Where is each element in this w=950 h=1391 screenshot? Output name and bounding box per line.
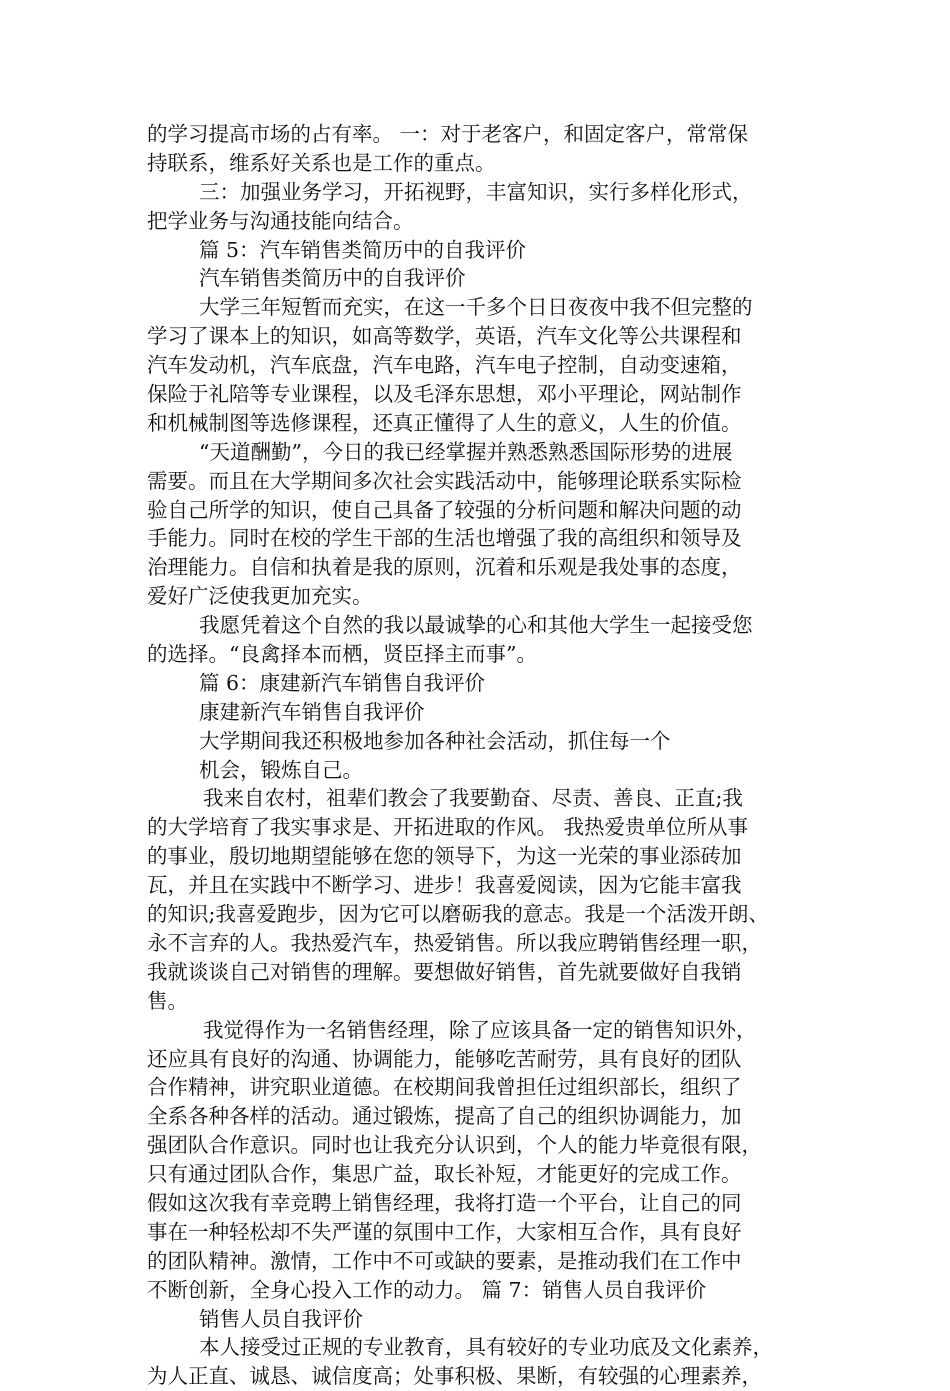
text-line: 爱好广泛使我更加充实。: [147, 584, 373, 609]
text-line: 和机械制图等选修课程，还真正懂得了人生的意义，人生的价值。: [147, 410, 742, 435]
text-line: 我愿凭着这个自然的我以最诚挚的心和其他大学生一起接受您: [199, 613, 753, 638]
section-subheading: 销售人员自我评价: [199, 1306, 363, 1331]
text-line: 本人接受过正规的专业教育，具有较好的专业功底及文化素养，: [199, 1335, 773, 1360]
text-line: 合作精神，讲究职业道德。在校期间我曾担任过组织部长，组织了: [147, 1075, 742, 1100]
text-line: 为人正直、诚恳、诚信度高；处事积极、果断，有较强的心理素养，: [147, 1364, 762, 1389]
text-line: 强团队合作意识。同时也让我充分认识到，个人的能力毕竟很有限，: [147, 1133, 762, 1158]
text-line: 机会，锻炼自己。: [199, 757, 363, 782]
text-line: 三：加强业务学习，开拓视野，丰富知识，实行多样化形式，: [199, 179, 753, 204]
text-line: 不断创新，全身心投入工作的动力。 篇 7：销售人员自我评价: [147, 1277, 707, 1302]
text-line: 永不言弃的人。我热爱汽车，热爱销售。所以我应聘销售经理一职，: [147, 930, 762, 955]
text-line: 我就谈谈自己对销售的理解。要想做好销售，首先就要做好自我销: [147, 959, 742, 984]
section-subheading: 汽车销售类简历中的自我评价: [199, 266, 466, 291]
section-heading: 篇 6：康建新汽车销售自我评价: [199, 670, 486, 695]
text-line: 把学业务与沟通技能向结合。: [147, 208, 414, 233]
text-line: 手能力。同时在校的学生干部的生活也增强了我的高组织和领导及: [147, 526, 742, 551]
document-body: [147, 120, 827, 1391]
text-line: 我觉得作为一名销售经理，除了应该具备一定的销售知识外，: [203, 1017, 757, 1042]
text-line: 的大学培育了我实事求是、开拓进取的作风。 我热爱贵单位所从事: [147, 815, 749, 840]
text-line: 的学习提高市场的占有率。 一：对于老客户，和固定客户，常常保: [147, 122, 749, 146]
text-line: 全系各种各样的活动。通过锻炼，提高了自己的组织协调能力，加: [147, 1104, 742, 1129]
text-line: 大学期间我还积极地参加各种社会活动，抓住每一个: [199, 728, 671, 753]
text-line: 的事业，殷切地期望能够在您的领导下，为这一光荣的事业添砖加: [147, 844, 742, 869]
section-subheading: 康建新汽车销售自我评价: [199, 699, 425, 724]
text-line: “天道酬勤”，今日的我已经掌握并熟悉熟悉国际形势的进展: [199, 439, 733, 464]
text-line: 大学三年短暂而充实，在这一千多个日日夜夜中我不但完整的: [199, 295, 753, 320]
text-line: 汽车发动机，汽车底盘，汽车电路，汽车电子控制，自动变速箱，: [147, 353, 742, 378]
section-heading: 篇 5：汽车销售类简历中的自我评价: [199, 237, 527, 262]
text-line: 我来自农村，祖辈们教会了我要勤奋、尽责、善良、正直;我: [203, 786, 743, 811]
text-line: 事在一种轻松却不失严谨的氛围中工作，大家相互合作，具有良好: [147, 1219, 742, 1244]
text-line: 的团队精神。激情，工作中不可或缺的要素，是推动我们在工作中: [147, 1248, 742, 1273]
text-line: 验自己所学的知识，使自己具备了较强的分析问题和解决问题的动: [147, 497, 742, 522]
text-line: 学习了课本上的知识，如高等数学，英语，汽车文化等公共课程和: [147, 324, 742, 349]
text-line: 还应具有良好的沟通、协调能力，能够吃苦耐劳，具有良好的团队: [147, 1046, 742, 1071]
text-line: 持联系，维系好关系也是工作的重点。: [147, 150, 496, 175]
text-line: 保险于礼陪等专业课程，以及毛泽东思想，邓小平理论，网站制作: [147, 382, 742, 407]
text-line: 的选择。“良禽择本而栖，贤臣择主而事”。: [147, 642, 537, 667]
text-line: 只有通过团队合作，集思广益，取长补短，才能更好的完成工作。: [147, 1162, 742, 1187]
text-line: 需要。而且在大学期间多次社会实践活动中，能够理论联系实际检: [147, 468, 742, 493]
text-line: 治理能力。自信和执着是我的原则，沉着和乐观是我处事的态度，: [147, 555, 742, 580]
text-line: 假如这次我有幸竞聘上销售经理，我将打造一个平台，让自己的同: [147, 1190, 742, 1215]
text-line: 瓦，并且在实践中不断学习、进步！我喜爱阅读，因为它能丰富我: [147, 873, 742, 898]
text-line: 售。: [147, 988, 188, 1013]
text-line: 的知识;我喜爱跑步，因为它可以磨砺我的意志。我是一个活泼开朗、: [147, 902, 769, 927]
